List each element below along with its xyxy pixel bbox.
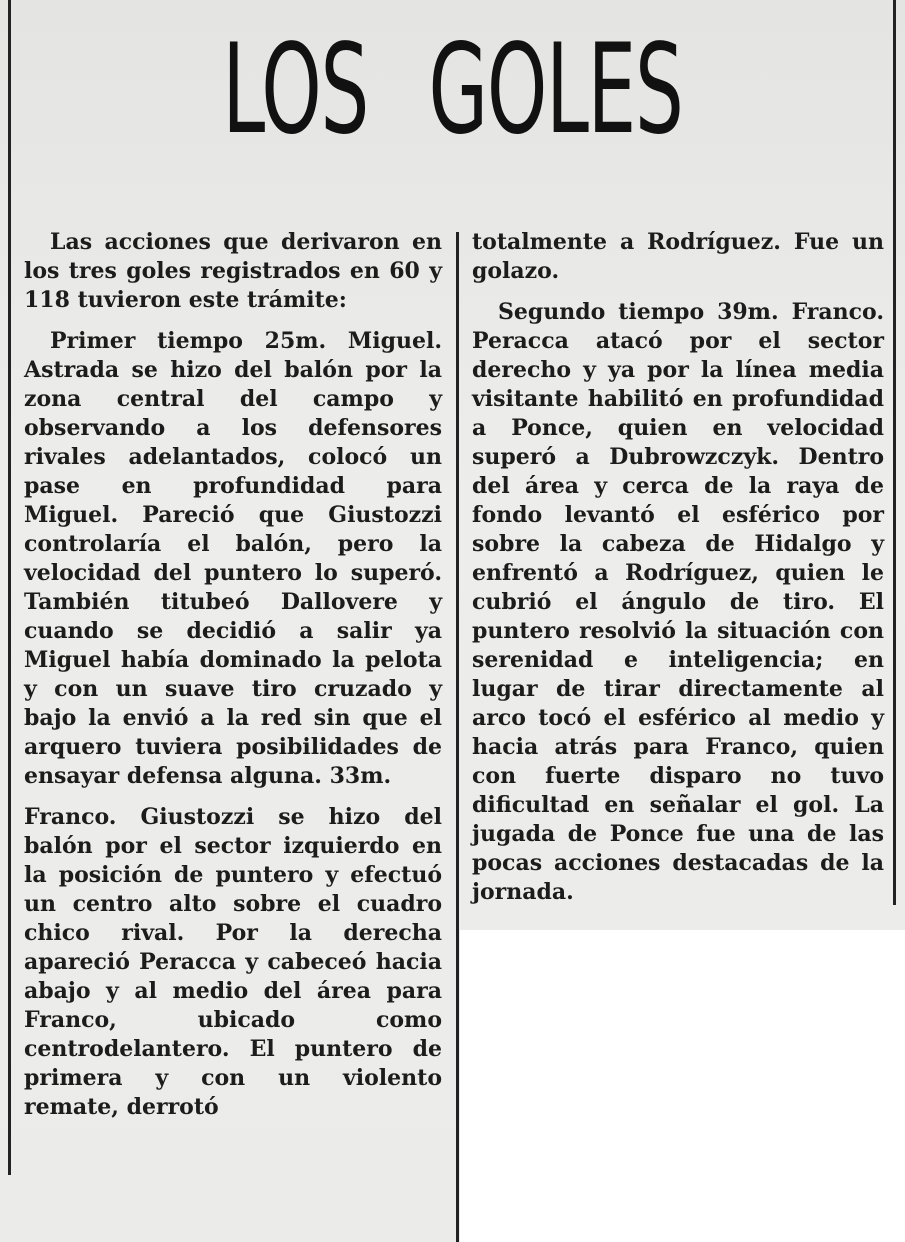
second-half-goal-paragraph: Segundo tiempo 39m. Franco. Peracca atacó por el sector derecho y ya por la línea media visitante habilitó en profundidad a Ponce, quien en velocidad superó a Dubrowzczyk. Dentro del área y cerca de la raya de fondo levantó el esférico por sobre la cabeza de Hidalgo y enfrentó a Rodríguez, quien le cubrió el ángulo de tiro. El puntero resolvió la situación con serenidad e inteligencia; en lugar de tirar directamente al arco tocó el esférico al medio y hacia atrás para Franco, quien con fuerte disparo no tuvo dificultad en señalar el gol. La jugada de Ponce fue una de las pocas acciones destacadas de la jornada.: [472, 299, 884, 905]
left-column: [24, 228, 442, 1122]
headline: LOS GOLES: [222, 18, 683, 162]
right-column-rule: [893, 0, 896, 905]
intro-paragraph: Las acciones que derivaron en los tres goles registrados en 60 y 118 tuvieron este trámite:: [24, 229, 442, 313]
first-half-goal-paragraph: Primer tiempo 25m. Miguel. Astrada se hizo del balón por la zona central del campo y observando a los defensores rivales adelantados, colocó un pase en profundidad para Miguel. Pareció que Giustozzi controlaría el balón, pero la velocidad del puntero lo superó. También titubeó Dallovere y cuando se decidió a salir ya Miguel había dominado la pelota y con un suave tiro cruzado y bajo la envió a la red sin que el arquero tuviera posibilidades de ensayar defensa alguna. 33m.: [24, 328, 442, 789]
second-goal-paragraph: Franco. Giustozzi se hizo del balón por el sector izquierdo en la posición de puntero y efectuó un centro alto sobre el cuadro chico rival. Por la derecha apareció Peracca y cabeceó hacia abajo y al medio del área para Franco, ubicado como centrodelantero. El puntero de primera y con un violento remate, derrotó: [24, 804, 442, 1120]
center-column-rule: [456, 232, 459, 1242]
blank-area: [460, 930, 905, 1242]
left-column-rule: [8, 0, 11, 1175]
right-column: [472, 228, 884, 907]
continuation-paragraph: totalmente a Rodríguez. Fue un golazo.: [472, 229, 884, 284]
